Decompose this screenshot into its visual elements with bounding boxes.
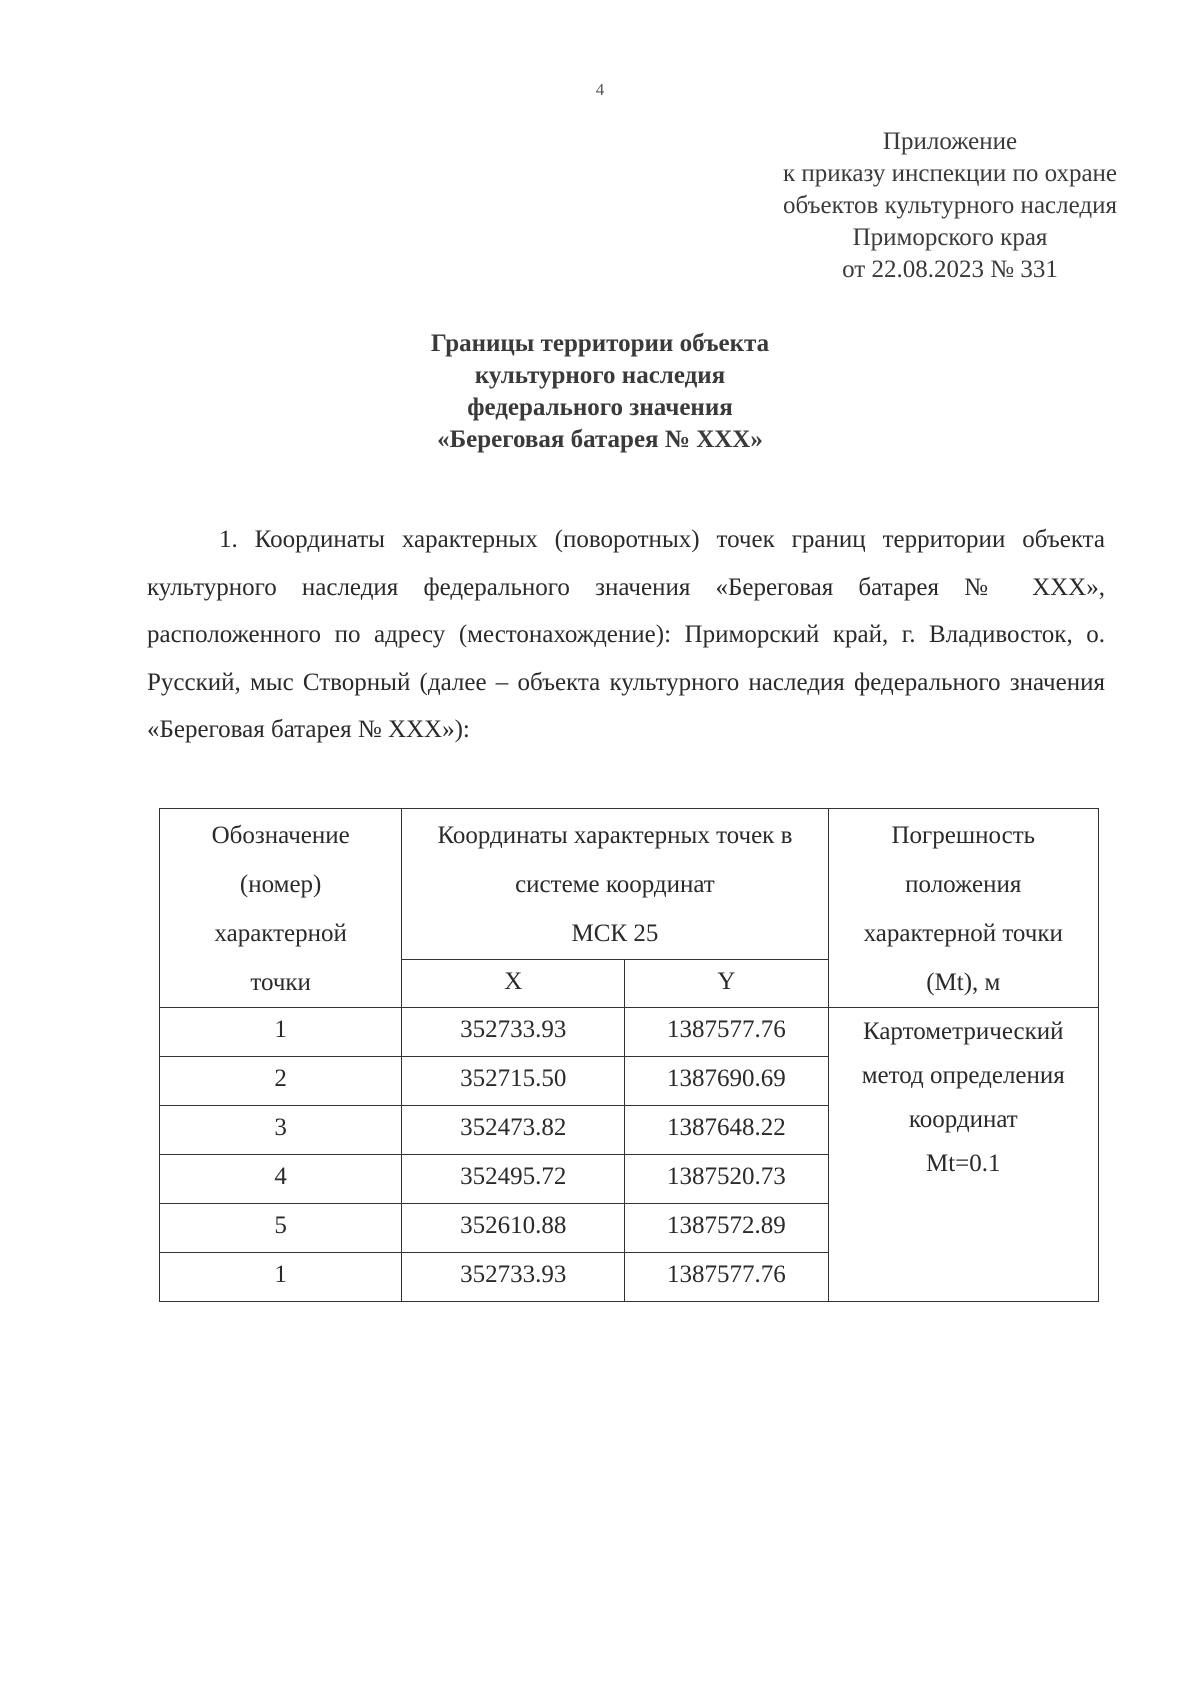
appendix-line: объектов культурного наследия [783,192,1117,219]
x-coordinate-cell: 352733.93 [402,1253,625,1302]
x-coordinate-cell: 352715.50 [402,1057,625,1106]
coordinates-table [159,808,1099,1302]
header-point-line: характерной [214,920,347,947]
header-error-line: (Mt), м [926,969,1001,996]
title-line: «Береговая батарея № ХХХ» [437,426,763,453]
point-number-cell: 2 [160,1057,402,1106]
point-number-cell: 1 [160,1253,402,1302]
header-coords-cell [402,809,828,960]
header-point-cell [160,809,402,1008]
header-point-line: Обозначение [211,822,350,849]
header-point-line: (номер) [239,871,322,898]
header-x-cell: X [402,959,625,1007]
method-line: координат [908,1106,1018,1133]
header-error-line: характерной точки [863,920,1063,947]
method-line: Картометрический [862,1018,1064,1045]
table-header-row [160,809,1099,960]
y-coordinate-cell: 1387520.73 [625,1155,828,1204]
x-coordinate-cell: 352733.93 [402,1008,625,1057]
header-coords-line: Координаты характерных точек в [437,822,793,849]
header-error-cell [828,809,1098,1008]
point-number-cell: 4 [160,1155,402,1204]
header-coords-line: МСК 25 [571,920,659,947]
y-coordinate-cell: 1387577.76 [625,1008,828,1057]
point-number-cell: 3 [160,1106,402,1155]
document-title [280,328,920,456]
header-error-line: Погрешность [891,822,1036,849]
y-coordinate-cell: 1387577.76 [625,1253,828,1302]
y-coordinate-cell: 1387648.22 [625,1106,828,1155]
method-line: метод определения [861,1062,1065,1089]
appendix-line: Приложение [882,128,1018,155]
header-coords-line: системе координат [515,871,715,898]
y-coordinate-cell: 1387690.69 [625,1057,828,1106]
y-coordinate-cell: 1387572.89 [625,1204,828,1253]
header-point-line: точки [250,969,311,996]
title-line: федерального значения [467,394,733,421]
header-y-cell: Y [625,959,828,1007]
appendix-line: к приказу инспекции по охране [782,160,1118,187]
x-coordinate-cell: 352610.88 [402,1204,625,1253]
title-line: культурного наследия [474,362,726,389]
appendix-line: от 22.08.2023 № 331 [842,256,1058,283]
x-coordinate-cell: 352495.72 [402,1155,625,1204]
method-line: Mt=0.1 [926,1150,1001,1177]
table-row [160,1008,1099,1057]
body-paragraph: 1. Координаты характерных (поворотных) точек границ территории объекта культурного наследия федерального значения «Береговая батарея № ХХХ», расположенного по адресу (местонахождение): Приморский край, г. Владивосток, о. Русский, мыс Створный (далее – объекта культурного наследия федерального значения «Береговая батарея № ХХХ»): [147,526,1105,743]
appendix-header [720,126,1180,286]
page-number: 4 [595,80,605,99]
method-cell [828,1008,1098,1302]
title-line: Границы территории объекта [430,330,770,357]
x-coordinate-cell: 352473.82 [402,1106,625,1155]
point-number-cell: 1 [160,1008,402,1057]
appendix-line: Приморского края [852,224,1048,251]
header-error-line: положения [905,871,1022,898]
point-number-cell: 5 [160,1204,402,1253]
